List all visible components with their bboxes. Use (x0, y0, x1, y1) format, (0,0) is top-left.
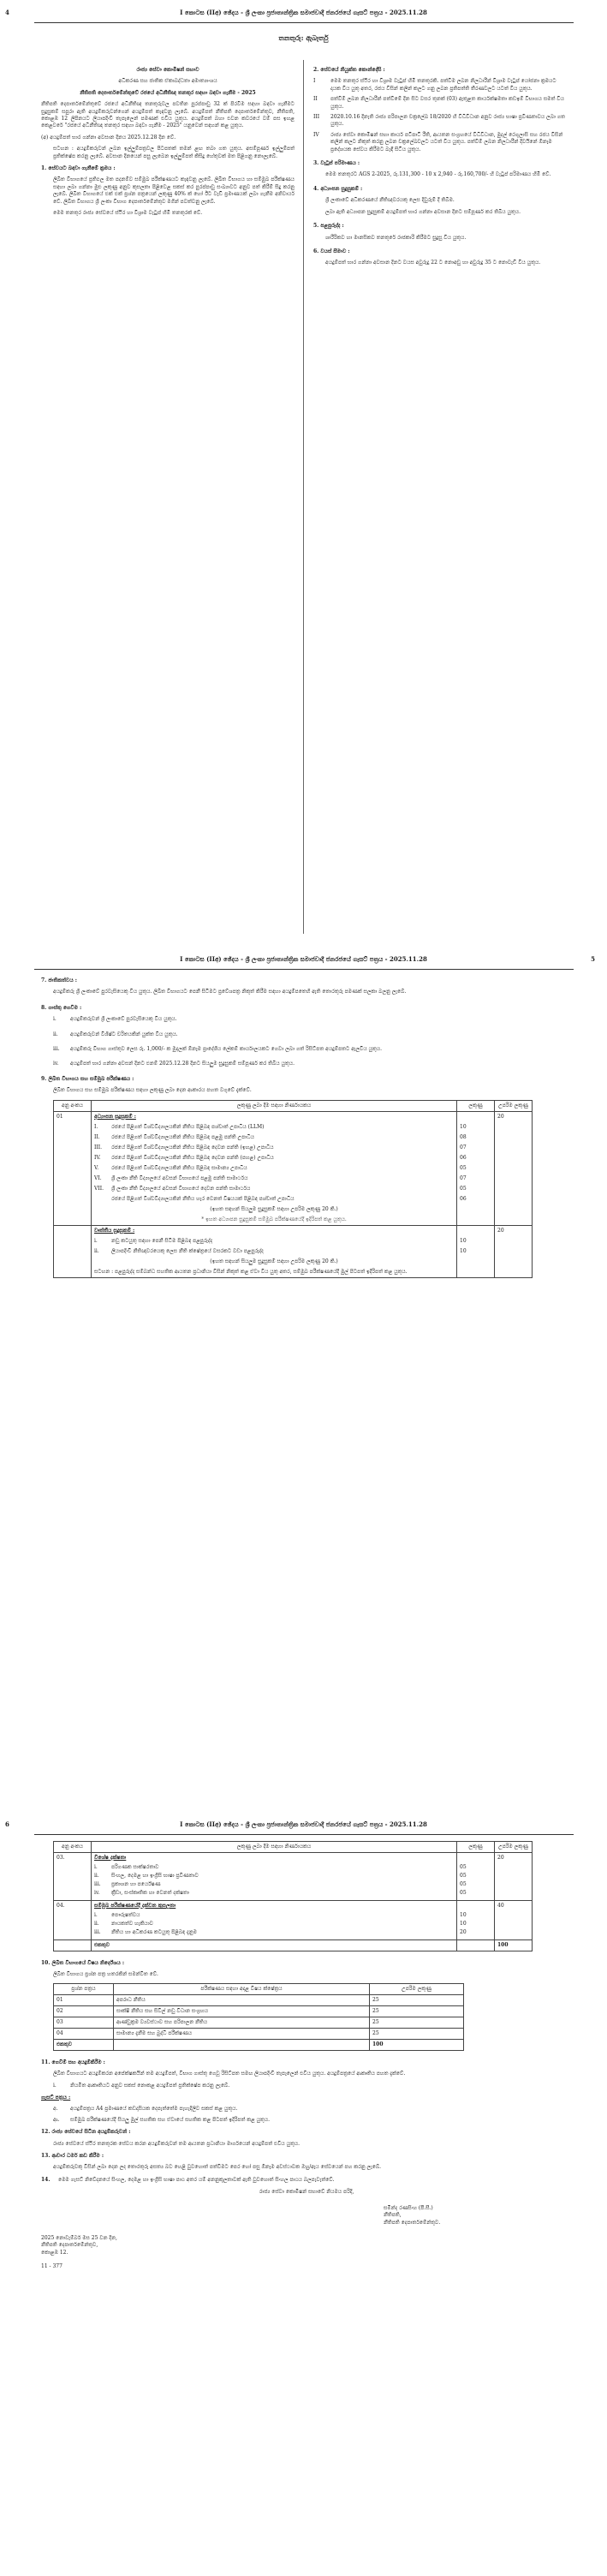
footer-place: කොළඹ 12. (41, 2249, 68, 2256)
list-item: i. නියමිත ආකෘතියට අනුව සකස් නොකළ අයදුම්පත් ප්‍රතික්ෂේප කරනු ලැබේ. (53, 2082, 230, 2089)
section-13-title: 13. ආචාර ධර්ම කඩ කිරීම : (41, 2153, 104, 2160)
list-item: IV රාජ්‍ය සේවා කොමිෂන් සභා කාර්ය පටිපාටි රීති, ආයතන සංග්‍රහයේ විධිවිධාන, මුදල් රෙගුලාසි සහ රජය විසින් කලින් කලට නිකුත් කරනු ලබන චක්‍රලේඛවලට යටත් විය යුතුය. පත්වීම් ලබන නිලධාරීන් දිවයිනේ ඕනෑම ප්‍රදේශයක සේවය කිරීමට බැඳී සිටිය යුතුය. (313, 131, 563, 152)
list-item: iii. අයදුම්කරු විභාග ගාස්තුව ලෙස රු. 1,000/- ක මුදලක් ඕනෑම ප්‍රාදේශීය ලේකම් කාර්යාලයකට ගෙවා ලබා ගත් රිසිට්පත අයදුම්පතට ඇලවිය යුතුය. (53, 1046, 382, 1053)
notice-title: නීතිපති දෙපාර්තමේන්තුවේ රජයේ අධිනීතිඥ තනතුර සඳහා බඳවා ගැනීම - 2025 (80, 89, 256, 96)
table-header-cell: ලකුණු (457, 1100, 495, 1111)
table-row: 04 සාමාන්‍ය දැනීම සහ බුද්ධි පරීක්ෂණය 25 (54, 2028, 464, 2039)
list-item: I. රජයේ පිළිගත් විශ්වවිද්‍යාලයකින් නීතිය පිළිබඳ පශ්චාත් උපාධිය (LLM) (94, 1123, 265, 1130)
criteria-cell (92, 1901, 457, 1940)
section-10-title: 10. ලිඛිත විභාගයේ විෂය නිර්දේශය : (41, 1960, 125, 1966)
list-item: i. අයදුම්කරුවන් ශ්‍රී ලංකාවේ පුරවැසියෙකු විය යුතුය. (53, 1016, 177, 1023)
list-item: i. පෞරුෂත්වය (94, 1912, 140, 1918)
section-8-title: 8. ගාස්තු ගෙවීම : (41, 1004, 82, 1011)
list-item: II. රජයේ පිළිගත් විශ්වවිද්‍යාලයකින් නීතිය පිළිබඳ පළමු පන්ති උපාධිය (94, 1133, 254, 1140)
section-5-title: 5. පළපුරුද්ද : (313, 223, 344, 230)
table-header-cell: අනු අංකය (54, 1100, 92, 1111)
section-1-title: 1. සේවයට බඳවා ගැනීමේ ක්‍රමය : (41, 165, 116, 172)
section-4-body: ශ්‍රී ලංකාවේ අධිකරණයේ නීතිඥවරයකු ලෙස දිවුරුම් දී තිබීම. (325, 197, 455, 204)
signature-title: නීතිපති, (384, 2212, 402, 2219)
section-9-title: 9. ලිඛිත විභාගය සහ සම්මුඛ පරීක්ෂණය : (41, 1075, 134, 1082)
list-item: ආ. සම්මුඛ පරීක්ෂණයේදී සියලු මුල් සහතික සහ ඒවායේ සහතික කළ පිටපත් ඉදිරිපත් කළ යුතුය. (53, 2116, 270, 2123)
criteria-cell (92, 1225, 457, 1277)
criteria-title: විශේෂ දක්ෂතා (94, 1855, 127, 1861)
signature-block (384, 2205, 572, 2226)
section-14-body: මෙම ගැසට් නිවේදනයේ සිංහල, දෙමළ හා ඉංග්‍රීසි භාෂා පාඨ අතර යම් අනනුකූලතාවක් ඇති වුවහොත් සිංහල පාඨය බලපැවැත්වේ. (58, 2176, 335, 2183)
section-12-body: රාජ්‍ය සේවයේ ස්ථිර තනතුරක සේවය කරන අයදුම්කරුවන් තම ආයතන ප්‍රධානියා මාර්ගයෙන් අයදුම්පත් එවිය යුතුය. (53, 2140, 301, 2147)
marks-cell: 10 10 20 (457, 1901, 495, 1940)
section-12-title: 12. රාජ්‍ය සේවයේ සිටින අයදුම්කරුවන් : (41, 2129, 131, 2136)
section-13-body: අයදුම්කරුවකු විසින් ලබා දෙන ලද තොරතුරු අසත්‍ය බව හෙළි වුවහොත් පත්වීමට පෙර හෝ පසු ඕනෑම අවස්ථාවක ඔහු/ඇය සේවයෙන් පහ කරනු ලැබේ. (53, 2164, 382, 2171)
exam-papers-table (53, 1983, 464, 2051)
marks-cell: 05 05 05 05 (457, 1853, 495, 1901)
criteria-cell (92, 1111, 457, 1225)
list-item: i. පරිගණක සාක්ෂරතාව (94, 1864, 159, 1870)
footer-block (41, 2235, 572, 2271)
list-item: ii. අයදුම්කරුවන් විශිෂ්ට චරිතයකින් යුක්ත විය යුතුය. (53, 1031, 178, 1037)
sub-ministry: අධිකරණ සහ ජාතික ඒකාබද්ධතා අමාත්‍යාංශය (118, 78, 217, 85)
total-label: එකතුව (54, 2039, 114, 2050)
order-line: රාජ්‍ය සේවා කොමිෂන් සභාවේ නියමය පරිදි, (259, 2189, 354, 2196)
page-number: 5 (591, 955, 595, 963)
criteria-note: (ඉහත සඳහන් සියලුම සුදුසුකම් සඳහා උපරිම ලකුණු 20 කි.) (210, 1258, 338, 1264)
section-11-title: 11. ගෙවීම් සහ අයදුම්කිරීම : (41, 2059, 105, 2065)
list-item: iii. ප්‍රකාශන හා පර්යේෂණ (94, 1881, 161, 1887)
max-marks-cell: 40 (495, 1901, 533, 1940)
total-value: 100 (495, 1940, 533, 1951)
section-1-body-2: මෙම තනතුර රාජ්‍ය සේවයේ ස්ථිර හා විශ්‍රාම වැටුප් හිමි තනතුරක් වේ. (53, 210, 203, 217)
section-7-body: අයදුම්කරු ශ්‍රී ලංකාවේ පුරවැසියෙකු විය යුතුය. ලිඛිත විභාගයට පෙනී සිටීමට ප්‍රවේශපත්‍ර නිකුත් කිරීම සඳහා අයදුම්පතෙහි ඇති තොරතුරු පමණක් සලකා බලනු ලැබේ. (53, 989, 407, 995)
list-item: VII. ශ්‍රී ලංකා නීති විද්‍යාලයේ අවසන් විභාගයේ දෙවන පන්ති සාමාර්ථය (94, 1185, 251, 1192)
table-header-row (54, 1842, 533, 1853)
criteria-note-2: * ඉහත අධ්‍යාපන සුදුසුකම් සම්මුඛ පරීක්ෂණයේදී ඉදිරිපත් කළ යුතුය. (201, 1216, 347, 1222)
table-header-cell: ලකුණු ලබා දීම සඳහා නිර්ණායකය (92, 1842, 457, 1853)
page-body (41, 977, 572, 1278)
max-marks-cell: 20 (495, 1225, 533, 1277)
page-number: 4 (5, 9, 9, 16)
intro-paragraph: නීතිපති දෙපාර්තමේන්තුවේ රජයේ අධිනීතිඥ තනතුරුවල පවතින පුරප්පාඩු 32 ක් පිරවීම සඳහා බඳවා ගැනීමට සුදුසුකම් සපුරා ඇති අයදුම්කරුවන්ගෙන් අයදුම්පත් කැඳවනු ලැබේ. අයදුම්පත් නීතිපති දෙපාර්තමේන්තුව, නීතිපති, කොළඹ 12 ලිපිනයට ලියාපදිංචි තැපෑලෙන් පමණක් එවිය යුතුය. අයදුම්පත් බහා එවන කවරයේ වම් පස ඉහළ කෙළවරේ "රජයේ අධිනීතිඥ තනතුර සඳහා බඳවා ගැනීම - 2025" යනුවෙන් සඳහන් කළ යුතුය. (41, 101, 295, 129)
page-header (0, 9, 607, 21)
section-10-intro: ලිඛිත විභාගය ප්‍රශ්න පත්‍ර හතරකින් සමන්විත වේ. (53, 1971, 158, 1978)
max-marks-cell: 20 (495, 1111, 533, 1225)
marks-table (53, 1100, 533, 1278)
table-header-row (54, 1983, 464, 1994)
section-3-title: 3. වැටුප් පරිමාණය : (313, 160, 360, 167)
criteria-title: වෘත්තීය සුදුසුකම් : (94, 1227, 135, 1234)
running-header: I කොටස (IIඅ) ඡේදය - ශ්‍රී ලංකා ප්‍රජාතාන්ත්‍රික සමාජවාදී ජනරජයේ ගැසට් පත්‍රය - 2025.11.28 (180, 955, 427, 963)
closing-date-line: (අ) අයදුම්පත් භාර ගන්නා අවසාන දිනය 2025.12.28 දින වේ. (41, 134, 176, 140)
section-6-title: 6. වයස් සීමාව : (313, 248, 350, 254)
table-row: 02 සාක්ෂි නීතිය සහ සිවිල් නඩු විධාන සංග්‍රහය 25 (54, 2005, 464, 2017)
section-9-intro: ලිඛිත විභාගය සහ සම්මුඛ පරීක්ෂණය සඳහා ලකුණු ලබා දෙන ආකාරය පහත වගුවේ දැක්වේ. (53, 1087, 252, 1094)
page-number: 6 (5, 1820, 9, 1828)
section-2-title: 2. සේවයේ නියුක්ත කොන්දේසි : (313, 67, 385, 73)
table-header-cell: ලකුණු ලබා දීම සඳහා නිර්ණායකය (92, 1100, 457, 1111)
marks-cell: 10 08 07 06 05 07 05 06 (457, 1111, 495, 1225)
header-rule (34, 1834, 574, 1835)
row-number: 01 (54, 1111, 92, 1225)
row-number: 03. (54, 1853, 92, 1901)
section-5-body: ශාරීරිකව හා මානසිකව තනතුරේ රාජකාරි කිරීමට සුදුසු විය යුතුය. (325, 234, 467, 241)
total-value: 100 (370, 2039, 464, 2050)
table-row (54, 1901, 533, 1940)
header-rule (34, 969, 574, 970)
running-header: I කොටස (IIඅ) ඡේදය - ශ්‍රී ලංකා ප්‍රජාතාන්ත්‍රික සමාජවාදී ජනරජයේ ගැසට් පත්‍රය - 2025.11.28 (180, 1820, 427, 1828)
list-item: රජයේ පිළිගත් විශ්වවිද්‍යාලයකින් නීතිය හැර වෙනත් විෂයයක් පිළිබඳ පශ්චාත් උපාධිය (111, 1195, 295, 1202)
list-item: iv. ක්‍රීඩා, සංස්කෘතික හා වෙනත් දක්ෂතා (94, 1890, 189, 1896)
list-item: IV. රජයේ පිළිගත් විශ්වවිද්‍යාලයකින් නීතිය පිළිබඳ දෙවන පන්ති (පහළ) උපාධිය (94, 1154, 274, 1161)
signature-org: නීතිපති දෙපාර්තමේන්තුව. (384, 2219, 441, 2226)
gazette-page-4 (0, 0, 607, 947)
list-item: VI. ශ්‍රී ලංකා නීති විද්‍යාලයේ අවසන් විභාගයේ පළමු පන්ති සාමාර්ථය (94, 1174, 248, 1181)
left-column (41, 67, 295, 222)
table-header-cell: උපරිම ලකුණු (495, 1842, 533, 1853)
table-row (54, 1225, 533, 1277)
header-rule (34, 22, 574, 23)
list-item: ii. සිංහල, දෙමළ හා ඉංග්‍රීසි භාෂා ප්‍රවීණතාව (94, 1873, 199, 1879)
list-item: අ. අයදුම්පත්‍රය A4 ප්‍රමාණයේ කඩදාසියක දෙපැත්තේම පැහැදිලිව සකස් කළ යුතුය. (53, 2106, 238, 2113)
table-header-cell: උපරිම ලකුණු (370, 1983, 464, 1994)
ministry-name: රාජ්‍ය සේවා කොමිෂන් සභාව (136, 67, 199, 73)
list-item: iii. නීතිය හා අධිකරණ කටයුතු පිළිබඳ දැනුම (94, 1929, 197, 1935)
page-body (41, 1841, 572, 2271)
table-header-cell: පරීක්ෂණය සඳහා අදාළ විෂය ක්ෂේත්‍රය (114, 1983, 370, 1994)
page-header (0, 955, 607, 967)
section-3-body: මෙම තනතුරට AGS 2-2025, රු.131,300 - 10 x 2,940 - රු.160,700/- හි වැටුප් පරිමාණය හිමි වේ. (325, 171, 551, 178)
list-item: II පත්වීම් ලබන නිලධාරීන් පත්වීමේ දින සිට වසර තුනක් (03) ඇතුළත කාර්යක්ෂමතා කඩඉම් විභාගය සමත් විය යුතුය. (313, 96, 564, 110)
footer-code: 11 - 377 (41, 2263, 62, 2270)
max-marks-cell: 20 (495, 1853, 533, 1901)
section-14 (41, 2177, 572, 2184)
list-item: III 2020.10.16 දිනැති රාජ්‍ය පරිපාලන චක්‍රලේඛ 18/2020 හි විධිවිධාන අනුව රාජ්‍ය භාෂා ප්‍රවීණතාවය ලබා ගත යුතුය. (313, 114, 566, 128)
table-header-cell: ලකුණු (457, 1842, 495, 1853)
table-header-cell: අනු අංකය (54, 1842, 92, 1853)
section-4-body-2: ලබා ඇති අධ්‍යාපන සුදුසුකම් අයදුම්පත් භාර ගන්නා අවසාන දිනට සම්පූර්ණ කර තිබිය යුතුය. (325, 208, 521, 215)
table-total-row (54, 1940, 533, 1951)
section-4-title: 4. අධ්‍යාපන සුදුසුකම් : (313, 185, 363, 192)
section-title: තනතුරු: ඇබෑර්තු (278, 33, 329, 42)
table-row (54, 1111, 533, 1225)
footer-date: 2025 නොවැම්බර් මස 25 වන දින, (41, 2234, 117, 2241)
signature-name: සමින්ද රණසිංහ (පී.සී.) (384, 2204, 433, 2211)
criteria-title: සම්මුඛ පරීක්ෂණයේදී දක්වන කුසලතා (94, 1903, 176, 1909)
section-6-body: අයදුම්පත් භාර ගන්නා අවසාන දිනට වයස අවුරුදු 22 ට නොඅඩු හා අවුරුදු 35 ට නොවැඩි විය යුතුය. (325, 260, 541, 266)
section-11-body: ලිඛිත විභාගයට අයදුම්කරන අපේක්ෂකයින් තම අයදුම්පත්, විභාග ගාස්තු ගෙවූ රිසිට්පත සමඟ ලියාපදිංචි තැපෑලෙන් එවිය යුතුය. අයදුම්පත්‍රයේ ආකෘතිය පහත දැක්වේ. (53, 2071, 406, 2077)
list-item: V. රජයේ පිළිගත් විශ්වවිද්‍යාලයකින් නීතිය පිළිබඳ සාමාන්‍ය උපාධිය (94, 1164, 247, 1171)
list-item: iv. අයදුම්පත් භාර ගන්නා අවසන් දිනට එනම් 2025.12.28 දිනට සියලුම සුදුසුකම් සම්පූර්ණ කර තිබිය යුතුය. (53, 1061, 295, 1067)
footer-place: නීතිපති දෙපාර්තමේන්තුව, (41, 2242, 98, 2249)
criteria-cell (92, 1853, 457, 1901)
list-item: I මෙම තනතුර ස්ථිර හා විශ්‍රාම වැටුප් හිමි තනතුරකි. පත්වීම ලබන නිලධාරීන් විශ්‍රාම වැටුප් යෝජනා ක්‍රමයට දායක විය යුතු අතර, රජය විසින් කලින් කලට ගනු ලබන ප්‍රතිපත්ති තීරණවලට යටත් විය යුතුය. (313, 78, 556, 92)
section-1-body: ලිඛිත විභාගයේ ප්‍රතිඵල මත පදනම්ව සම්මුඛ පරීක්ෂණයට කැඳවනු ලැබේ. ලිඛිත විභාගය හා සම්මුඛ පරීක්ෂණය සඳහා ලබා ගන්නා මුළු ලකුණු අනුව කුසලතා පිළිවෙළ සකස් කර පුරප්පාඩු සංඛ්‍යාවට අනුව පත් කිරීම් සිදු කරනු ලැබේ. ලිඛිත විභාගයේ එක් එක් ප්‍රශ්න පත්‍රයෙන් ලකුණු 40% ක් හෝ ඊට වැඩි ප්‍රමාණයක් ලබා ගැනීම අනිවාර්ය වේ. ලිඛිත විභාගය ශ්‍රී ලංකා විභාග දෙපාර්තමේන්තුව මගින් පවත්වනු ලැබේ. (53, 176, 295, 205)
table-header-row (54, 1100, 533, 1111)
section-14-title: 14. (41, 2176, 51, 2183)
marks-table-continued (53, 1841, 533, 1951)
page-header (0, 1820, 607, 1832)
running-header: I කොටස (IIඅ) ඡේදය - ශ්‍රී ලංකා ප්‍රජාතාන්ත්‍රික සමාජවාදී ජනරජයේ ගැසට් පත්‍රය - 2025.11.28 (180, 9, 427, 16)
sub-section-title: ගැසට් පත්‍රය : (41, 2095, 71, 2101)
total-label: එකතුව (92, 1940, 457, 1951)
list-item: ii. ලියාපදිංචි නීතිඥවරයෙකු ලෙස නීති ක්ෂේත්‍රයේ වසරකට වඩා පළපුරුද්ද (94, 1247, 264, 1254)
column-divider (303, 60, 304, 934)
note-paragraph: සටහන : අයදුම්කරුවන් ලබන ඉල්ලුම්පත්‍රවල පිටපතක් තමන් ළඟ තබා ගත යුතුය. අසම්පූර්ණ ඉල්ලුම්පත් ප්‍රතික්ෂේප කරනු ලැබේ. අවසාන දිනයෙන් පසු ලැබෙන ඉල්ලුම්පත් කිසිදු හේතුවක් මත පිළිගනු නොලැබේ. (53, 146, 295, 159)
criteria-note-2: සටහන : පළපුරුද්ද සම්බන්ධ සහතික ආයතන ප්‍රධානියා විසින් නිකුත් කළ ඒවා විය යුතු අතර, සම්මුඛ පරීක්ෂණයේදී මුල් පිටපත් ඉදිරිපත් කළ යුතුය. (94, 1268, 408, 1275)
table-total-row (54, 2039, 464, 2050)
table-row: 03 ආණ්ඩුක්‍රම ව්‍යවස්ථාව සහ පරිපාලන නීතිය 25 (54, 2017, 464, 2028)
right-column (313, 67, 567, 272)
list-item: i. නඩු කටයුතු සඳහා පෙනී සිටීම පිළිබඳ පළපුරුද්ද (94, 1237, 213, 1244)
gazette-page-6 (0, 1812, 607, 2576)
list-item: ii. නායකත්ව හැකියාව (94, 1921, 153, 1927)
marks-cell: 10 10 (457, 1225, 495, 1277)
criteria-title: අධ්‍යාපන සුදුසුකම් : (94, 1113, 136, 1120)
row-number: 04. (54, 1901, 92, 1940)
section-7-title: 7. ජාතිකත්වය : (41, 977, 77, 983)
table-row (54, 1853, 533, 1901)
table-row: 01 අපරාධ නීතිය 25 (54, 1994, 464, 2005)
table-header-cell: උපරිම ලකුණු (495, 1100, 533, 1111)
list-item: III. රජයේ පිළිගත් විශ්වවිද්‍යාලයකින් නීතිය පිළිබඳ දෙවන පන්ති (ඉහළ) උපාධිය (94, 1144, 274, 1151)
row-number (54, 1225, 92, 1277)
gazette-page-5 (0, 947, 607, 1812)
criteria-note: (ඉහත සඳහන් සියලුම සුදුසුකම් සඳහා උපරිම ලකුණු 20 කි.) (210, 1205, 338, 1212)
table-header-cell: ප්‍රශ්න පත්‍රය (54, 1983, 114, 1994)
